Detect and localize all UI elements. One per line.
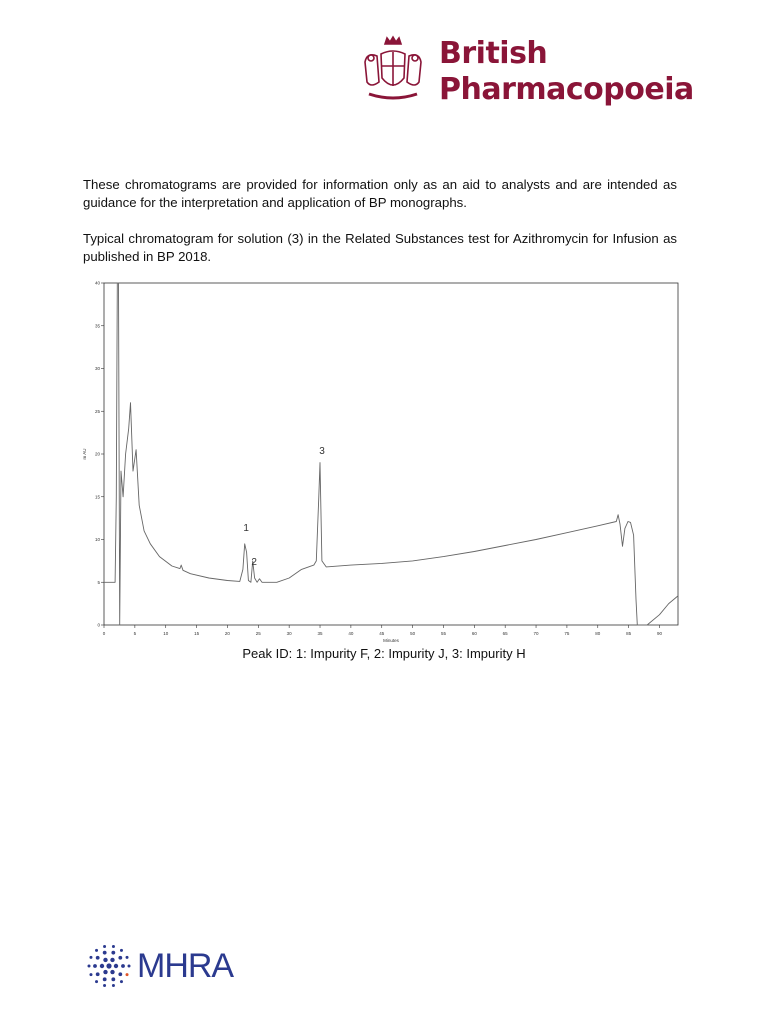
x-tick-label: 85 [626, 631, 632, 636]
mhra-dot [121, 964, 125, 968]
y-tick-label: 15 [94, 494, 100, 500]
intro-paragraph-chromatogram-description: Typical chromatogram for solution (3) in the Related Substances test for Azithromycin for Infusion as published in BP 2018. [83, 231, 677, 265]
mhra-dot [103, 958, 107, 962]
x-axis-label: Minutes [383, 638, 399, 643]
mhra-dot [114, 964, 118, 968]
mhra-dot [112, 945, 115, 948]
mhra-dot [118, 956, 122, 960]
chromatogram-trace [104, 283, 678, 625]
mhra-dot [96, 972, 100, 976]
x-tick-label: 50 [410, 631, 416, 636]
brand-line-british: British [439, 36, 548, 71]
mhra-dot [110, 958, 114, 962]
y-tick-label: 35 [94, 323, 100, 329]
x-tick-label: 90 [656, 631, 662, 636]
x-tick-label: 35 [317, 631, 323, 636]
mhra-dot [96, 956, 100, 960]
y-tick-label: 5 [97, 579, 100, 585]
peak-label: 1 [243, 522, 249, 534]
y-tick-label: 20 [94, 451, 100, 457]
mhra-dot [120, 949, 123, 952]
peak-id-caption: Peak ID: 1: Impurity F, 2: Impurity J, 3: Impurity H [242, 646, 526, 661]
y-tick-label: 40 [94, 280, 100, 286]
mhra-dot [118, 972, 122, 976]
mhra-dot [126, 956, 129, 959]
x-tick-label: 5 [133, 631, 137, 636]
mhra-wordmark: MHRA [137, 947, 234, 985]
y-tick-label: 10 [94, 537, 100, 542]
brand-line-pharmacopoeia: Pharmacopoeia [439, 72, 694, 107]
mhra-dot [100, 964, 104, 968]
mhra-dot [88, 965, 91, 968]
x-tick-label: 40 [348, 631, 354, 636]
mhra-dot [128, 965, 131, 968]
mhra-dot [103, 945, 106, 948]
mhra-dot [112, 984, 115, 987]
mhra-dot [126, 973, 129, 976]
y-tick-label: 0 [97, 622, 100, 628]
x-tick-label: 75 [564, 631, 570, 636]
chromatogram-chart [78, 278, 684, 643]
mhra-dot [103, 977, 107, 981]
mhra-dot [89, 956, 92, 959]
mhra-dot [103, 984, 106, 987]
y-tick-label: 25 [94, 408, 100, 414]
royal-coat-of-arms-icon [357, 36, 429, 108]
mhra-dot [111, 951, 115, 955]
x-tick-label: 15 [194, 631, 200, 636]
mhra-dot [103, 951, 107, 955]
mhra-dot [110, 970, 114, 974]
x-tick-label: 60 [471, 631, 477, 636]
mhra-dot [95, 980, 98, 983]
mhra-logo [87, 942, 247, 992]
x-tick-label: 25 [255, 631, 261, 636]
x-tick-label: 0 [102, 631, 106, 636]
y-tick-label: 30 [94, 366, 100, 371]
x-tick-label: 30 [286, 631, 292, 636]
x-tick-label: 10 [163, 631, 169, 636]
mhra-dot [106, 963, 111, 968]
x-tick-label: 80 [595, 631, 601, 636]
mhra-dot [93, 964, 97, 968]
mhra-dot [111, 977, 115, 981]
mhra-dot [89, 973, 92, 976]
x-tick-label: 65 [502, 631, 508, 636]
peak-label: 3 [319, 446, 325, 457]
peak-label: 2 [251, 557, 257, 569]
x-tick-label: 70 [533, 631, 539, 636]
mhra-dot [120, 980, 123, 983]
x-tick-label: 20 [224, 631, 230, 636]
brand-name [439, 36, 694, 108]
mhra-dot [103, 970, 107, 974]
x-tick-label: 45 [379, 631, 385, 636]
y-axis-label: m AU [82, 448, 87, 460]
mhra-dot [95, 949, 98, 952]
mhra-dot-cluster-icon [87, 944, 131, 988]
x-tick-label: 55 [440, 631, 446, 636]
british-pharmacopoeia-logo [357, 36, 694, 110]
intro-paragraph-disclaimer: These chromatograms are provided for information only as an aid to analysts and are intended as guidance for the interpretation and application of BP monographs. [83, 177, 677, 211]
